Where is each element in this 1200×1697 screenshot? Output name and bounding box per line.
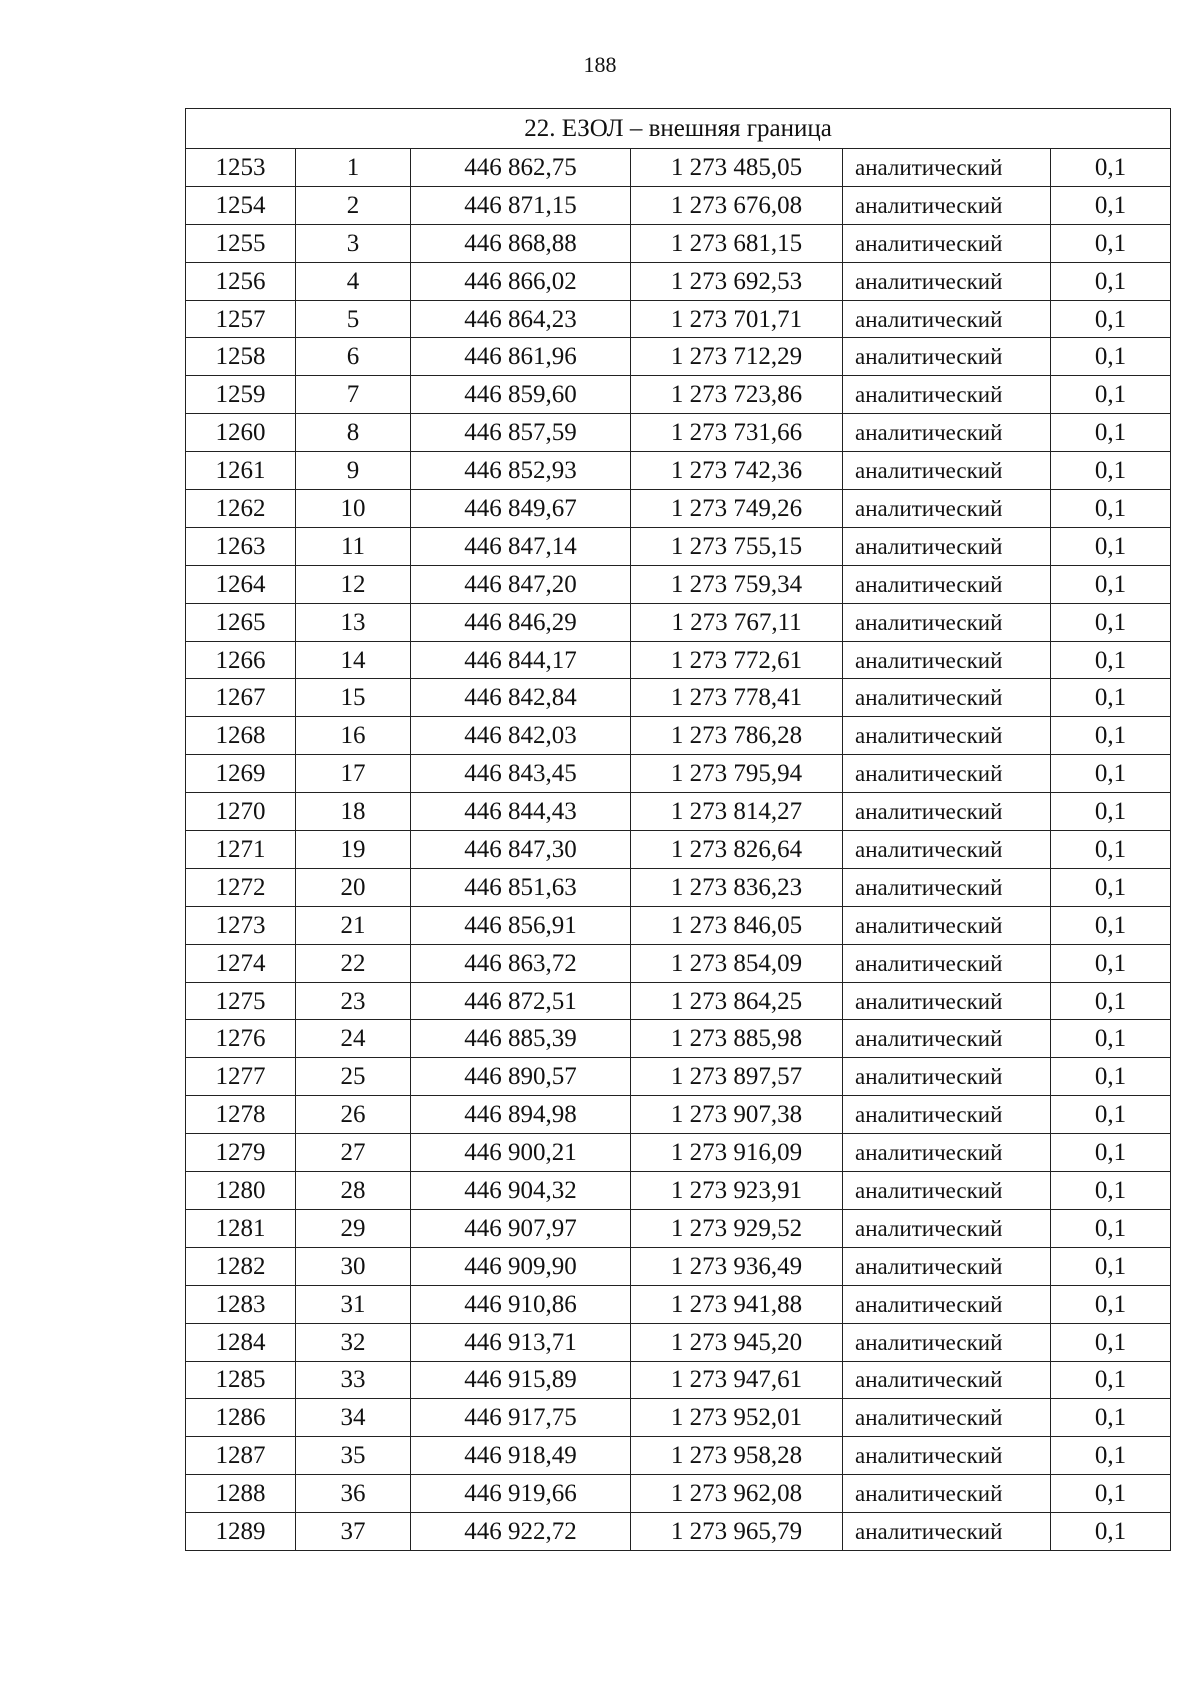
accuracy-cell: 0,1 (1051, 149, 1171, 187)
table-row (186, 186, 1171, 224)
accuracy-cell: 0,1 (1051, 679, 1171, 717)
x-coordinate-cell: 446 844,17 (411, 641, 631, 679)
point-number-cell: 34 (296, 1399, 411, 1437)
point-number-cell: 6 (296, 338, 411, 376)
y-coordinate-cell: 1 273 749,26 (631, 490, 843, 528)
method-cell: аналитический (843, 868, 1051, 906)
accuracy-cell: 0,1 (1051, 1247, 1171, 1285)
point-number-cell: 9 (296, 452, 411, 490)
point-number-cell: 26 (296, 1096, 411, 1134)
row-number-cell: 1264 (186, 565, 296, 603)
method-cell: аналитический (843, 490, 1051, 528)
table-row (186, 641, 1171, 679)
table-row (186, 262, 1171, 300)
y-coordinate-cell: 1 273 723,86 (631, 376, 843, 414)
table-row (186, 1399, 1171, 1437)
row-number-cell: 1255 (186, 224, 296, 262)
row-number-cell: 1281 (186, 1209, 296, 1247)
accuracy-cell: 0,1 (1051, 906, 1171, 944)
y-coordinate-cell: 1 273 742,36 (631, 452, 843, 490)
x-coordinate-cell: 446 922,72 (411, 1513, 631, 1551)
table-row (186, 1285, 1171, 1323)
y-coordinate-cell: 1 273 778,41 (631, 679, 843, 717)
point-number-cell: 2 (296, 186, 411, 224)
row-number-cell: 1265 (186, 603, 296, 641)
table-row (186, 755, 1171, 793)
method-cell: аналитический (843, 1058, 1051, 1096)
y-coordinate-cell: 1 273 897,57 (631, 1058, 843, 1096)
accuracy-cell: 0,1 (1051, 982, 1171, 1020)
point-number-cell: 11 (296, 527, 411, 565)
y-coordinate-cell: 1 273 701,71 (631, 300, 843, 338)
table-row (186, 565, 1171, 603)
row-number-cell: 1285 (186, 1361, 296, 1399)
table-row (186, 224, 1171, 262)
accuracy-cell: 0,1 (1051, 338, 1171, 376)
accuracy-cell: 0,1 (1051, 793, 1171, 831)
method-cell: аналитический (843, 452, 1051, 490)
x-coordinate-cell: 446 857,59 (411, 414, 631, 452)
table-title-row (186, 109, 1171, 149)
y-coordinate-cell: 1 273 731,66 (631, 414, 843, 452)
x-coordinate-cell: 446 844,43 (411, 793, 631, 831)
point-number-cell: 1 (296, 149, 411, 187)
method-cell: аналитический (843, 944, 1051, 982)
accuracy-cell: 0,1 (1051, 1020, 1171, 1058)
row-number-cell: 1283 (186, 1285, 296, 1323)
y-coordinate-cell: 1 273 676,08 (631, 186, 843, 224)
point-number-cell: 22 (296, 944, 411, 982)
x-coordinate-cell: 446 843,45 (411, 755, 631, 793)
x-coordinate-cell: 446 900,21 (411, 1134, 631, 1172)
table-row (186, 1134, 1171, 1172)
row-number-cell: 1263 (186, 527, 296, 565)
accuracy-cell: 0,1 (1051, 868, 1171, 906)
row-number-cell: 1279 (186, 1134, 296, 1172)
y-coordinate-cell: 1 273 962,08 (631, 1475, 843, 1513)
method-cell: аналитический (843, 414, 1051, 452)
table-row (186, 679, 1171, 717)
table-row (186, 1020, 1171, 1058)
row-number-cell: 1256 (186, 262, 296, 300)
accuracy-cell: 0,1 (1051, 603, 1171, 641)
table-row (186, 527, 1171, 565)
point-number-cell: 5 (296, 300, 411, 338)
x-coordinate-cell: 446 847,20 (411, 565, 631, 603)
method-cell: аналитический (843, 1020, 1051, 1058)
accuracy-cell: 0,1 (1051, 641, 1171, 679)
method-cell: аналитический (843, 717, 1051, 755)
row-number-cell: 1254 (186, 186, 296, 224)
y-coordinate-cell: 1 273 786,28 (631, 717, 843, 755)
table-row (186, 906, 1171, 944)
y-coordinate-cell: 1 273 846,05 (631, 906, 843, 944)
method-cell: аналитический (843, 224, 1051, 262)
point-number-cell: 35 (296, 1437, 411, 1475)
y-coordinate-cell: 1 273 945,20 (631, 1323, 843, 1361)
method-cell: аналитический (843, 1437, 1051, 1475)
x-coordinate-cell: 446 915,89 (411, 1361, 631, 1399)
y-coordinate-cell: 1 273 759,34 (631, 565, 843, 603)
accuracy-cell: 0,1 (1051, 186, 1171, 224)
row-number-cell: 1253 (186, 149, 296, 187)
x-coordinate-cell: 446 864,23 (411, 300, 631, 338)
method-cell: аналитический (843, 262, 1051, 300)
x-coordinate-cell: 446 849,67 (411, 490, 631, 528)
y-coordinate-cell: 1 273 952,01 (631, 1399, 843, 1437)
accuracy-cell: 0,1 (1051, 452, 1171, 490)
x-coordinate-cell: 446 863,72 (411, 944, 631, 982)
y-coordinate-cell: 1 273 958,28 (631, 1437, 843, 1475)
table-row (186, 1437, 1171, 1475)
point-number-cell: 19 (296, 831, 411, 869)
table-row (186, 1323, 1171, 1361)
point-number-cell: 31 (296, 1285, 411, 1323)
row-number-cell: 1288 (186, 1475, 296, 1513)
method-cell: аналитический (843, 1475, 1051, 1513)
y-coordinate-cell: 1 273 795,94 (631, 755, 843, 793)
method-cell: аналитический (843, 1134, 1051, 1172)
table-row (186, 1172, 1171, 1210)
accuracy-cell: 0,1 (1051, 1285, 1171, 1323)
table-row (186, 338, 1171, 376)
table-row (186, 982, 1171, 1020)
accuracy-cell: 0,1 (1051, 565, 1171, 603)
method-cell: аналитический (843, 603, 1051, 641)
accuracy-cell: 0,1 (1051, 262, 1171, 300)
point-number-cell: 13 (296, 603, 411, 641)
x-coordinate-cell: 446 868,88 (411, 224, 631, 262)
method-cell: аналитический (843, 1361, 1051, 1399)
row-number-cell: 1280 (186, 1172, 296, 1210)
x-coordinate-cell: 446 918,49 (411, 1437, 631, 1475)
table-row (186, 944, 1171, 982)
method-cell: аналитический (843, 831, 1051, 869)
x-coordinate-cell: 446 859,60 (411, 376, 631, 414)
table-row (186, 831, 1171, 869)
accuracy-cell: 0,1 (1051, 1323, 1171, 1361)
row-number-cell: 1266 (186, 641, 296, 679)
x-coordinate-cell: 446 856,91 (411, 906, 631, 944)
table-row (186, 868, 1171, 906)
method-cell: аналитический (843, 565, 1051, 603)
accuracy-cell: 0,1 (1051, 1134, 1171, 1172)
y-coordinate-cell: 1 273 941,88 (631, 1285, 843, 1323)
method-cell: аналитический (843, 1399, 1051, 1437)
table-row (186, 1058, 1171, 1096)
accuracy-cell: 0,1 (1051, 1475, 1171, 1513)
method-cell: аналитический (843, 793, 1051, 831)
row-number-cell: 1268 (186, 717, 296, 755)
table-row (186, 1361, 1171, 1399)
x-coordinate-cell: 446 846,29 (411, 603, 631, 641)
method-cell: аналитический (843, 527, 1051, 565)
method-cell: аналитический (843, 1209, 1051, 1247)
row-number-cell: 1275 (186, 982, 296, 1020)
y-coordinate-cell: 1 273 772,61 (631, 641, 843, 679)
row-number-cell: 1284 (186, 1323, 296, 1361)
x-coordinate-cell: 446 871,15 (411, 186, 631, 224)
point-number-cell: 24 (296, 1020, 411, 1058)
x-coordinate-cell: 446 894,98 (411, 1096, 631, 1134)
row-number-cell: 1259 (186, 376, 296, 414)
row-number-cell: 1267 (186, 679, 296, 717)
method-cell: аналитический (843, 300, 1051, 338)
row-number-cell: 1287 (186, 1437, 296, 1475)
x-coordinate-cell: 446 852,93 (411, 452, 631, 490)
table-row (186, 1247, 1171, 1285)
point-number-cell: 30 (296, 1247, 411, 1285)
method-cell: аналитический (843, 1096, 1051, 1134)
method-cell: аналитический (843, 1323, 1051, 1361)
accuracy-cell: 0,1 (1051, 300, 1171, 338)
x-coordinate-cell: 446 910,86 (411, 1285, 631, 1323)
page-number: 188 (583, 52, 617, 77)
y-coordinate-cell: 1 273 755,15 (631, 527, 843, 565)
point-number-cell: 36 (296, 1475, 411, 1513)
accuracy-cell: 0,1 (1051, 944, 1171, 982)
y-coordinate-cell: 1 273 947,61 (631, 1361, 843, 1399)
x-coordinate-cell: 446 907,97 (411, 1209, 631, 1247)
accuracy-cell: 0,1 (1051, 1437, 1171, 1475)
point-number-cell: 17 (296, 755, 411, 793)
x-coordinate-cell: 446 847,30 (411, 831, 631, 869)
y-coordinate-cell: 1 273 885,98 (631, 1020, 843, 1058)
accuracy-cell: 0,1 (1051, 1361, 1171, 1399)
y-coordinate-cell: 1 273 826,64 (631, 831, 843, 869)
point-number-cell: 10 (296, 490, 411, 528)
table-row (186, 1209, 1171, 1247)
row-number-cell: 1269 (186, 755, 296, 793)
table-row (186, 1475, 1171, 1513)
point-number-cell: 27 (296, 1134, 411, 1172)
x-coordinate-cell: 446 919,66 (411, 1475, 631, 1513)
row-number-cell: 1257 (186, 300, 296, 338)
point-number-cell: 16 (296, 717, 411, 755)
x-coordinate-cell: 446 885,39 (411, 1020, 631, 1058)
method-cell: аналитический (843, 1285, 1051, 1323)
row-number-cell: 1282 (186, 1247, 296, 1285)
table-row (186, 300, 1171, 338)
row-number-cell: 1278 (186, 1096, 296, 1134)
method-cell: аналитический (843, 1513, 1051, 1551)
row-number-cell: 1271 (186, 831, 296, 869)
accuracy-cell: 0,1 (1051, 527, 1171, 565)
y-coordinate-cell: 1 273 681,15 (631, 224, 843, 262)
point-number-cell: 25 (296, 1058, 411, 1096)
method-cell: аналитический (843, 1247, 1051, 1285)
table-row (186, 452, 1171, 490)
table-row (186, 376, 1171, 414)
point-number-cell: 12 (296, 565, 411, 603)
x-coordinate-cell: 446 851,63 (411, 868, 631, 906)
accuracy-cell: 0,1 (1051, 831, 1171, 869)
row-number-cell: 1260 (186, 414, 296, 452)
point-number-cell: 20 (296, 868, 411, 906)
table-row (186, 414, 1171, 452)
accuracy-cell: 0,1 (1051, 414, 1171, 452)
accuracy-cell: 0,1 (1051, 1096, 1171, 1134)
row-number-cell: 1289 (186, 1513, 296, 1551)
table-row (186, 717, 1171, 755)
y-coordinate-cell: 1 273 712,29 (631, 338, 843, 376)
y-coordinate-cell: 1 273 854,09 (631, 944, 843, 982)
point-number-cell: 32 (296, 1323, 411, 1361)
point-number-cell: 15 (296, 679, 411, 717)
point-number-cell: 14 (296, 641, 411, 679)
row-number-cell: 1286 (186, 1399, 296, 1437)
accuracy-cell: 0,1 (1051, 1513, 1171, 1551)
row-number-cell: 1274 (186, 944, 296, 982)
y-coordinate-cell: 1 273 814,27 (631, 793, 843, 831)
method-cell: аналитический (843, 679, 1051, 717)
y-coordinate-cell: 1 273 965,79 (631, 1513, 843, 1551)
point-number-cell: 18 (296, 793, 411, 831)
point-number-cell: 37 (296, 1513, 411, 1551)
x-coordinate-cell: 446 842,03 (411, 717, 631, 755)
accuracy-cell: 0,1 (1051, 1058, 1171, 1096)
point-number-cell: 29 (296, 1209, 411, 1247)
x-coordinate-cell: 446 842,84 (411, 679, 631, 717)
y-coordinate-cell: 1 273 864,25 (631, 982, 843, 1020)
point-number-cell: 4 (296, 262, 411, 300)
method-cell: аналитический (843, 641, 1051, 679)
point-number-cell: 8 (296, 414, 411, 452)
y-coordinate-cell: 1 273 923,91 (631, 1172, 843, 1210)
table-row (186, 793, 1171, 831)
table-row (186, 149, 1171, 187)
accuracy-cell: 0,1 (1051, 1209, 1171, 1247)
point-number-cell: 21 (296, 906, 411, 944)
accuracy-cell: 0,1 (1051, 376, 1171, 414)
accuracy-cell: 0,1 (1051, 717, 1171, 755)
row-number-cell: 1270 (186, 793, 296, 831)
y-coordinate-cell: 1 273 936,49 (631, 1247, 843, 1285)
x-coordinate-cell: 446 872,51 (411, 982, 631, 1020)
x-coordinate-cell: 446 866,02 (411, 262, 631, 300)
y-coordinate-cell: 1 273 929,52 (631, 1209, 843, 1247)
y-coordinate-cell: 1 273 692,53 (631, 262, 843, 300)
accuracy-cell: 0,1 (1051, 755, 1171, 793)
row-number-cell: 1273 (186, 906, 296, 944)
row-number-cell: 1262 (186, 490, 296, 528)
x-coordinate-cell: 446 913,71 (411, 1323, 631, 1361)
method-cell: аналитический (843, 149, 1051, 187)
point-number-cell: 23 (296, 982, 411, 1020)
x-coordinate-cell: 446 847,14 (411, 527, 631, 565)
y-coordinate-cell: 1 273 916,09 (631, 1134, 843, 1172)
point-number-cell: 28 (296, 1172, 411, 1210)
accuracy-cell: 0,1 (1051, 1399, 1171, 1437)
method-cell: аналитический (843, 755, 1051, 793)
accuracy-cell: 0,1 (1051, 1172, 1171, 1210)
y-coordinate-cell: 1 273 485,05 (631, 149, 843, 187)
point-number-cell: 7 (296, 376, 411, 414)
y-coordinate-cell: 1 273 767,11 (631, 603, 843, 641)
accuracy-cell: 0,1 (1051, 490, 1171, 528)
row-number-cell: 1258 (186, 338, 296, 376)
method-cell: аналитический (843, 906, 1051, 944)
row-number-cell: 1276 (186, 1020, 296, 1058)
point-number-cell: 33 (296, 1361, 411, 1399)
y-coordinate-cell: 1 273 907,38 (631, 1096, 843, 1134)
method-cell: аналитический (843, 186, 1051, 224)
table-title: 22. ЕЗОЛ – внешняя граница (186, 109, 1171, 149)
table-body (186, 109, 1171, 1551)
method-cell: аналитический (843, 338, 1051, 376)
x-coordinate-cell: 446 861,96 (411, 338, 631, 376)
method-cell: аналитический (843, 376, 1051, 414)
x-coordinate-cell: 446 909,90 (411, 1247, 631, 1285)
table-row (186, 490, 1171, 528)
x-coordinate-cell: 446 890,57 (411, 1058, 631, 1096)
row-number-cell: 1272 (186, 868, 296, 906)
x-coordinate-cell: 446 917,75 (411, 1399, 631, 1437)
coordinates-table (185, 108, 1171, 1551)
table-row (186, 1513, 1171, 1551)
x-coordinate-cell: 446 904,32 (411, 1172, 631, 1210)
point-number-cell: 3 (296, 224, 411, 262)
row-number-cell: 1261 (186, 452, 296, 490)
y-coordinate-cell: 1 273 836,23 (631, 868, 843, 906)
row-number-cell: 1277 (186, 1058, 296, 1096)
table-row (186, 603, 1171, 641)
accuracy-cell: 0,1 (1051, 224, 1171, 262)
table-row (186, 1096, 1171, 1134)
method-cell: аналитический (843, 982, 1051, 1020)
x-coordinate-cell: 446 862,75 (411, 149, 631, 187)
method-cell: аналитический (843, 1172, 1051, 1210)
